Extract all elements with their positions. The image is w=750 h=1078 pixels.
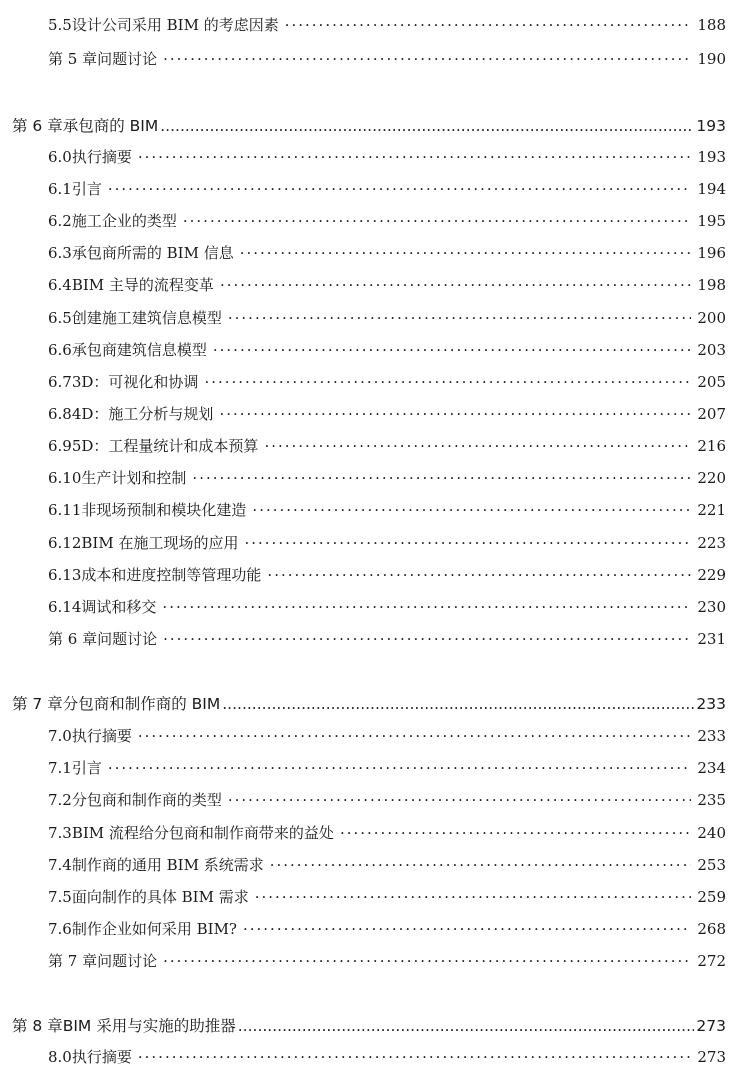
toc-entry-6-11[interactable] bbox=[48, 499, 726, 520]
section-title: 3D：可视化和协调 bbox=[71, 373, 199, 391]
section-number: 6.11 bbox=[48, 501, 82, 519]
page-number: 231 bbox=[697, 630, 726, 648]
section-title: BIM 流程给分包商和制作商带来的益处 bbox=[71, 824, 334, 842]
dot-leader bbox=[213, 341, 691, 359]
page-number: 195 bbox=[697, 212, 726, 230]
toc-entry-ch6-discussion[interactable] bbox=[48, 628, 726, 649]
chapter-label: 第 6 章 bbox=[12, 117, 63, 135]
chapter-title: BIM 采用与实施的助推器 bbox=[62, 1017, 236, 1035]
section-title: 执行摘要 bbox=[71, 148, 132, 166]
section-title: 调试和移交 bbox=[81, 598, 157, 616]
toc-chapter-7[interactable] bbox=[12, 692, 726, 714]
chapter-label: 第 7 章 bbox=[12, 695, 63, 713]
page-number: 235 bbox=[697, 791, 726, 809]
toc-entry-6-14[interactable] bbox=[48, 596, 726, 617]
section-title: 生产计划和控制 bbox=[81, 469, 187, 487]
page-number: 200 bbox=[697, 309, 726, 327]
section-number: 7.1 bbox=[48, 759, 72, 777]
toc-chapter-8[interactable] bbox=[12, 1014, 726, 1036]
page-number: 229 bbox=[697, 566, 726, 584]
page-number: 233 bbox=[696, 695, 726, 713]
toc-entry-7-6[interactable] bbox=[48, 918, 726, 939]
toc-entry-7-1[interactable] bbox=[48, 757, 726, 778]
section-number: 7.3 bbox=[48, 824, 72, 842]
section-title: 问题讨论 bbox=[97, 50, 158, 68]
page-number: 193 bbox=[697, 148, 726, 166]
dot-leader bbox=[267, 566, 691, 584]
page-number: 259 bbox=[697, 888, 726, 906]
toc-chapter-6[interactable] bbox=[12, 114, 726, 136]
section-title: 问题讨论 bbox=[97, 952, 158, 970]
section-number: 6.0 bbox=[48, 148, 72, 166]
dot-leader bbox=[138, 1048, 691, 1066]
section-number: 7.6 bbox=[48, 920, 72, 938]
dot-leader bbox=[219, 405, 691, 423]
toc-entry-7-4[interactable] bbox=[48, 854, 726, 875]
toc-entry-6-0[interactable] bbox=[48, 146, 726, 167]
chapter-title: 分包商和制作商的 BIM bbox=[62, 695, 221, 713]
dot-leader bbox=[228, 309, 691, 327]
page-number: 190 bbox=[697, 50, 726, 68]
section-number: 6.7 bbox=[48, 373, 72, 391]
page-number: 198 bbox=[697, 276, 726, 294]
dot-leader bbox=[285, 16, 692, 34]
dot-leader bbox=[108, 180, 691, 198]
section-number: 7.0 bbox=[48, 727, 72, 745]
section-number: 6.13 bbox=[48, 566, 82, 584]
dot-leader bbox=[244, 534, 691, 552]
section-title: 4D：施工分析与规划 bbox=[71, 405, 214, 423]
toc-entry-7-3[interactable] bbox=[48, 822, 726, 843]
section-number: 7.5 bbox=[48, 888, 72, 906]
section-title: 执行摘要 bbox=[71, 727, 132, 745]
dot-leader bbox=[183, 212, 691, 230]
page-number: 188 bbox=[697, 16, 726, 34]
toc-entry-6-4[interactable] bbox=[48, 274, 726, 295]
page-number: 253 bbox=[697, 856, 726, 874]
section-title: 5D：工程量统计和成本预算 bbox=[71, 437, 259, 455]
section-title: 引言 bbox=[71, 180, 102, 198]
dot-leader bbox=[192, 469, 691, 487]
page-number: 193 bbox=[696, 117, 726, 135]
dot-leader bbox=[252, 501, 691, 519]
section-title: 制作企业如何采用 BIM? bbox=[71, 920, 237, 938]
chapter-label: 第 6 章 bbox=[48, 630, 98, 648]
dot-leader bbox=[163, 630, 691, 648]
section-title: 设计公司采用 BIM 的考虑因素 bbox=[71, 16, 279, 34]
section-title: 分包商和制作商的类型 bbox=[71, 791, 222, 809]
toc-entry-6-6[interactable] bbox=[48, 339, 726, 360]
page-number: 196 bbox=[697, 244, 726, 262]
toc-entry-ch7-discussion[interactable] bbox=[48, 950, 726, 971]
toc-entry-5-5[interactable] bbox=[48, 14, 726, 35]
page-number: 234 bbox=[697, 759, 726, 777]
section-number: 6.14 bbox=[48, 598, 82, 616]
page-number: 233 bbox=[697, 727, 726, 745]
toc-entry-7-5[interactable] bbox=[48, 886, 726, 907]
dot-leader bbox=[138, 148, 691, 166]
section-number: 7.2 bbox=[48, 791, 72, 809]
page-number: 216 bbox=[697, 437, 726, 455]
toc-entry-6-8[interactable] bbox=[48, 403, 726, 424]
chapter-label: 第 8 章 bbox=[12, 1017, 63, 1035]
dot-leader bbox=[243, 920, 691, 938]
page-number: 272 bbox=[697, 952, 726, 970]
dot-leader bbox=[108, 759, 691, 777]
section-number: 6.2 bbox=[48, 212, 72, 230]
toc-entry-6-2[interactable] bbox=[48, 210, 726, 231]
dot-leader bbox=[138, 727, 691, 745]
section-number: 6.10 bbox=[48, 469, 82, 487]
section-number: 7.4 bbox=[48, 856, 72, 874]
dot-leader bbox=[204, 373, 691, 391]
section-number: 6.6 bbox=[48, 341, 72, 359]
dot-leader bbox=[160, 117, 694, 135]
section-title: 承包商建筑信息模型 bbox=[71, 341, 207, 359]
chapter-label: 第 7 章 bbox=[48, 952, 98, 970]
section-title: 面向制作的具体 BIM 需求 bbox=[71, 888, 249, 906]
section-title: 问题讨论 bbox=[97, 630, 158, 648]
toc-entry-7-2[interactable] bbox=[48, 789, 726, 810]
toc-entry-8-0[interactable] bbox=[48, 1046, 726, 1067]
toc-entry-6-7[interactable] bbox=[48, 371, 726, 392]
page-number: 273 bbox=[696, 1017, 726, 1035]
section-number: 6.5 bbox=[48, 309, 72, 327]
section-number: 6.3 bbox=[48, 244, 72, 262]
dot-leader bbox=[220, 276, 691, 294]
section-title: 引言 bbox=[71, 759, 102, 777]
toc-entry-6-9[interactable] bbox=[48, 435, 726, 456]
dot-leader bbox=[270, 856, 692, 874]
dot-leader bbox=[222, 695, 694, 713]
toc-entry-7-0[interactable] bbox=[48, 725, 726, 746]
dot-leader bbox=[162, 598, 691, 616]
section-number: 6.8 bbox=[48, 405, 72, 423]
section-title: 创建施工建筑信息模型 bbox=[71, 309, 222, 327]
dot-leader bbox=[163, 50, 691, 68]
page-number: 220 bbox=[697, 469, 726, 487]
page-number: 268 bbox=[697, 920, 726, 938]
page-number: 203 bbox=[697, 341, 726, 359]
section-number: 6.12 bbox=[48, 534, 82, 552]
dot-leader bbox=[340, 824, 691, 842]
toc-entry-6-12[interactable] bbox=[48, 532, 726, 553]
section-number: 6.1 bbox=[48, 180, 72, 198]
dot-leader bbox=[163, 952, 691, 970]
toc-entry-6-3[interactable] bbox=[48, 242, 726, 263]
section-title: BIM 在施工现场的应用 bbox=[81, 534, 239, 552]
section-title: 施工企业的类型 bbox=[71, 212, 177, 230]
page-number: 230 bbox=[697, 598, 726, 616]
page-number: 205 bbox=[697, 373, 726, 391]
dot-leader bbox=[228, 791, 691, 809]
section-title: BIM 主导的流程变革 bbox=[71, 276, 214, 294]
page-number: 240 bbox=[697, 824, 726, 842]
section-title: 承包商所需的 BIM 信息 bbox=[71, 244, 234, 262]
section-title: 执行摘要 bbox=[71, 1048, 132, 1066]
section-title: 制作商的通用 BIM 系统需求 bbox=[71, 856, 264, 874]
section-number: 8.0 bbox=[48, 1048, 72, 1066]
chapter-label: 第 5 章 bbox=[48, 50, 98, 68]
section-number: 6.9 bbox=[48, 437, 72, 455]
toc-entry-6-10[interactable] bbox=[48, 467, 726, 488]
dot-leader bbox=[240, 244, 692, 262]
section-title: 非现场预制和模块化建造 bbox=[81, 501, 247, 519]
section-title: 成本和进度控制等管理功能 bbox=[81, 566, 262, 584]
page-number: 194 bbox=[697, 180, 726, 198]
page-number: 223 bbox=[697, 534, 726, 552]
page-number: 207 bbox=[697, 405, 726, 423]
dot-leader bbox=[264, 437, 691, 455]
section-number: 6.4 bbox=[48, 276, 72, 294]
page-number: 221 bbox=[697, 501, 726, 519]
page-number: 273 bbox=[697, 1048, 726, 1066]
section-number: 5.5 bbox=[48, 16, 72, 34]
toc-entry-6-1[interactable] bbox=[48, 178, 726, 199]
dot-leader bbox=[238, 1017, 695, 1035]
toc-entry-6-5[interactable] bbox=[48, 307, 726, 328]
toc-entry-ch5-discussion[interactable] bbox=[48, 48, 726, 69]
toc-entry-6-13[interactable] bbox=[48, 564, 726, 585]
dot-leader bbox=[255, 888, 692, 906]
chapter-title: 承包商的 BIM bbox=[62, 117, 159, 135]
